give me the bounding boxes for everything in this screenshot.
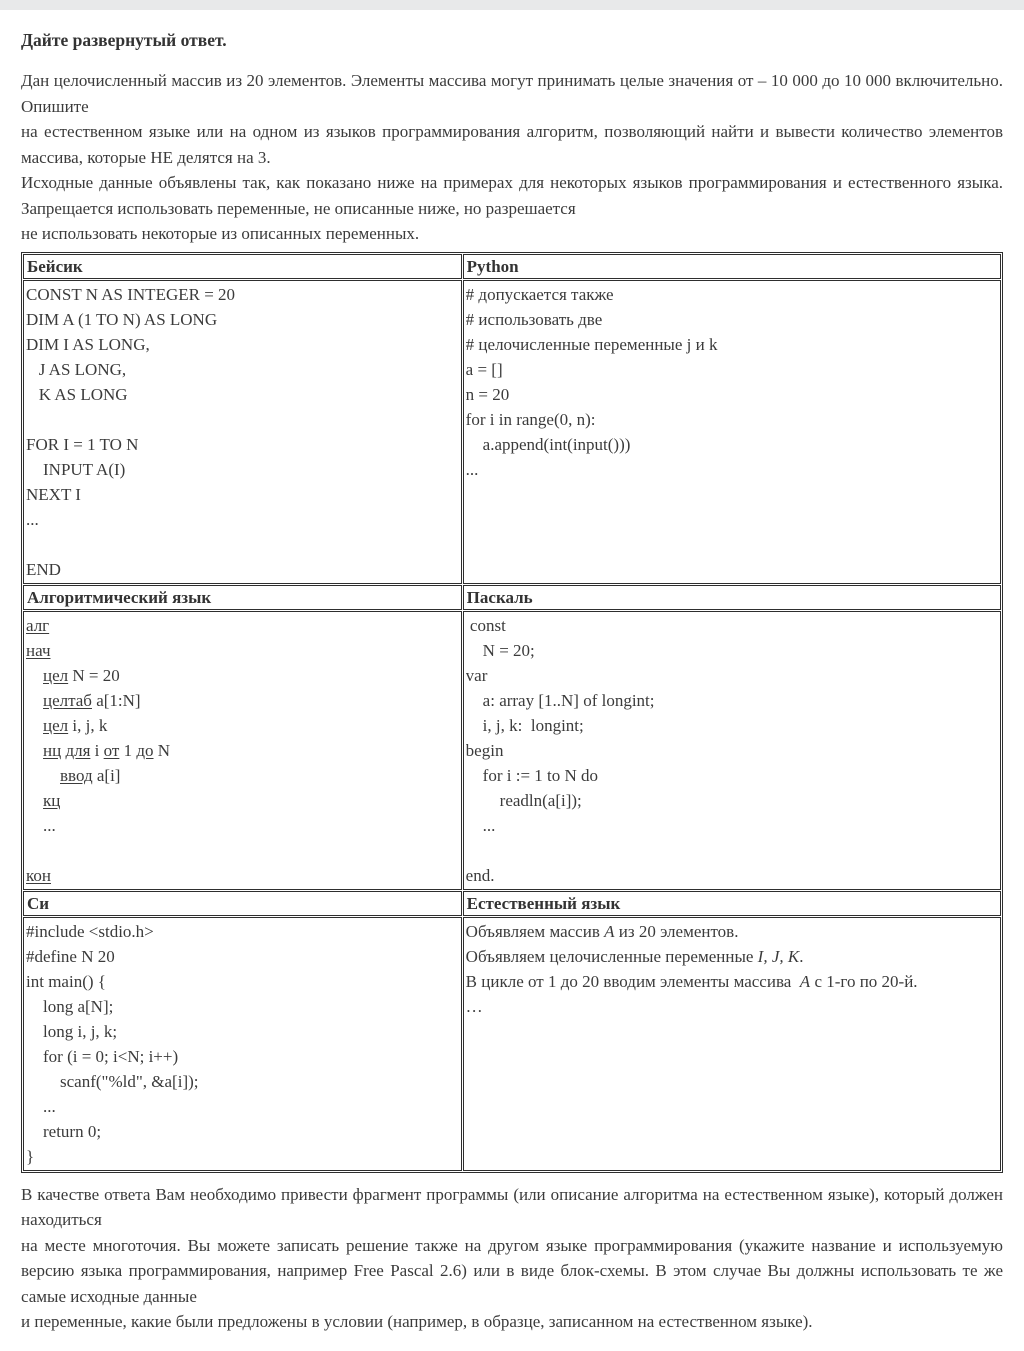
top-bar <box>0 0 1024 10</box>
intro-paragraph: не использовать некоторые из описанных переменных. <box>21 224 420 243</box>
code-line: a.append(int(input())) <box>465 434 631 454</box>
code-cell-algorithmic <box>23 611 462 890</box>
code-line: целтаб a[1:N] <box>43 690 141 710</box>
code-line: for (i = 0; i<N; i++) <box>26 1046 179 1066</box>
intro-text <box>21 68 1003 247</box>
code-line: цел i, j, k <box>43 715 108 735</box>
code-line: нц для i от 1 до N <box>43 740 171 760</box>
code-line: for i in range(0, n): <box>465 409 596 429</box>
code-line: # допускается также <box>465 284 614 304</box>
code-line: int main() { <box>26 971 106 991</box>
code-line: ... <box>26 815 56 835</box>
code-line: # целочисленные переменные j и k <box>465 334 718 354</box>
code-line: … <box>465 996 483 1016</box>
code-line: нач <box>26 640 51 660</box>
intro-paragraph: Исходные данные объявлены так, как показано ниже на примерах для некоторых языков программирования и естественного языка. Запрещается использовать переменные, не описанные ниже, но разрешается <box>21 173 1003 218</box>
code-line: for i := 1 to N do <box>465 765 599 785</box>
code-line: #define N 20 <box>26 946 115 966</box>
code-line: long i, j, k; <box>26 1021 118 1041</box>
code-line: DIM I AS LONG, <box>26 334 150 354</box>
code-line: алг <box>26 615 50 635</box>
code-cell-c <box>23 917 462 1171</box>
code-line: return 0; <box>26 1121 102 1141</box>
header-cell-python: Python <box>463 254 1001 279</box>
code-line: INPUT A(I) <box>26 459 126 479</box>
code-line <box>26 407 459 432</box>
code-line: n = 20 <box>465 384 510 404</box>
code-line: begin <box>465 740 504 760</box>
code-cell-pascal <box>463 611 1001 890</box>
code-line: DIM A (1 TO N) AS LONG <box>26 309 218 329</box>
code-line: ... <box>26 509 39 529</box>
code-line: end. <box>465 865 495 885</box>
code-line <box>26 838 459 863</box>
code-line <box>466 838 998 863</box>
header-cell-basic: Бейсик <box>23 254 462 279</box>
header-cell-algorithmic: Алгоритмический язык <box>23 585 462 610</box>
code-line: Объявляем массив A из 20 элементов. <box>465 921 739 941</box>
code-line: i, j, k: longint; <box>465 715 584 735</box>
code-line: кц <box>43 790 61 810</box>
code-line: K AS LONG <box>26 384 128 404</box>
code-line: const <box>465 615 506 635</box>
code-cell-python <box>463 280 1001 584</box>
code-line: ... <box>465 815 496 835</box>
code-line: END <box>26 559 61 579</box>
code-line: # использовать две <box>465 309 603 329</box>
code-line: цел N = 20 <box>43 665 120 685</box>
page-title: Дайте развернутый ответ. <box>21 30 227 50</box>
code-line: ... <box>26 1096 56 1116</box>
code-line: #include <stdio.h> <box>26 921 154 941</box>
code-line: ... <box>465 459 479 479</box>
code-line: a: array [1..N] of longint; <box>465 690 655 710</box>
code-cell-natural <box>463 917 1001 1171</box>
code-line: NEXT I <box>26 484 81 504</box>
intro-paragraph: Дан целочисленный массив из 20 элементов. Элементы массива могут принимать целые значения от – 10 000 до 10 000 включительно. Опишите <box>21 71 1003 116</box>
code-line: } <box>26 1146 35 1166</box>
code-cell-basic <box>23 280 462 584</box>
code-line: scanf("%ld", &a[i]); <box>26 1071 199 1091</box>
code-line: FOR I = 1 TO N <box>26 434 139 454</box>
header-cell-pascal: Паскаль <box>463 585 1001 610</box>
code-line: CONST N AS INTEGER = 20 <box>26 284 236 304</box>
code-line: a = [] <box>465 359 503 379</box>
outro-paragraph: и переменные, какие были предложены в условии (например, в образце, записанном на естественном языке). <box>21 1312 813 1331</box>
code-line: ввод a[i] <box>60 765 121 785</box>
code-line: readln(a[i]); <box>465 790 582 810</box>
outro-text <box>21 1182 1003 1335</box>
code-line: long a[N]; <box>26 996 114 1016</box>
code-line: Объявляем целочисленные переменные I, J, K. <box>465 946 804 966</box>
code-line: J AS LONG, <box>26 359 127 379</box>
code-line <box>26 532 459 557</box>
code-line: var <box>465 665 488 685</box>
outro-paragraph: на месте многоточия. Вы можете записать решение также на другом языке программирования (укажите название и используемую версию языка программирования, например Free Pascal 2.6) или в виде блок-схемы. В этом случае Вы должны использовать те же самые исходные данные <box>21 1235 1003 1306</box>
code-line: кон <box>26 865 51 885</box>
code-line: N = 20; <box>465 640 535 660</box>
header-cell-natural: Естественный язык <box>463 891 1001 916</box>
outro-paragraph: В качестве ответа Вам необходимо привести фрагмент программы (или описание алгоритма на естественном языке), который должен находиться <box>21 1184 1003 1229</box>
document-page <box>0 10 1024 1351</box>
code-examples-table <box>21 252 1003 1173</box>
header-cell-c: Си <box>23 891 462 916</box>
intro-paragraph: на естественном языке или на одном из языков программирования алгоритм, позволяющий найти и вывести количество элементов массива, которые НЕ делятся на 3. <box>21 122 1003 167</box>
code-line: В цикле от 1 до 20 вводим элементы массива A с 1-го по 20-й. <box>465 971 918 991</box>
